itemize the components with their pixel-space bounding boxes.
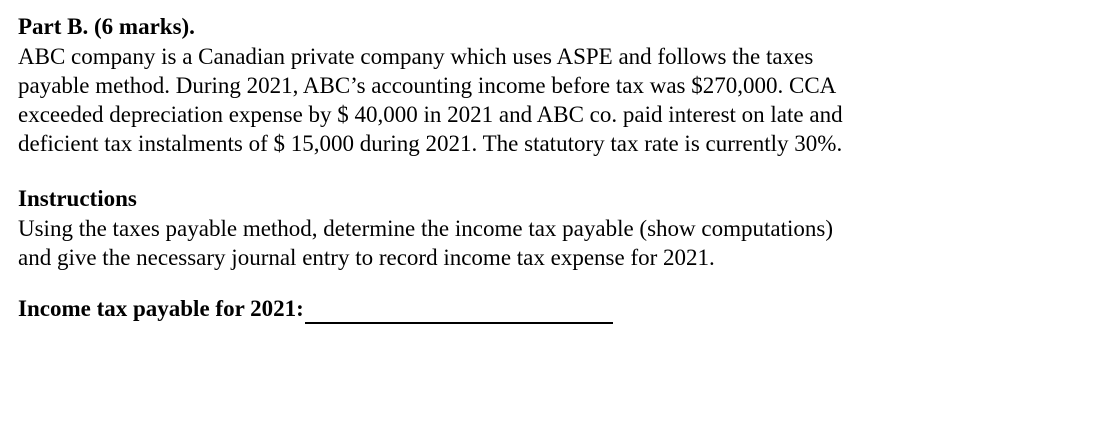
instructions-line: Using the taxes payable method, determine the income tax payable (show computations)	[18, 216, 833, 241]
instructions-line: and give the necessary journal entry to record income tax expense for 2021.	[18, 245, 715, 270]
question-document	[18, 12, 1088, 324]
problem-paragraph	[18, 42, 1088, 158]
answer-label: Income tax payable for 2021:	[18, 296, 304, 321]
instructions-paragraph	[18, 214, 1088, 272]
answer-row	[18, 294, 1088, 324]
problem-line: ABC company is a Canadian private company which uses ASPE and follows the taxes	[18, 44, 814, 69]
problem-line: payable method. During 2021, ABC’s accounting income before tax was $270,000. CCA	[18, 73, 837, 98]
instructions-heading: Instructions	[18, 186, 137, 211]
problem-line: exceeded depreciation expense by $ 40,000 in 2021 and ABC co. paid interest on late and	[18, 102, 843, 127]
problem-line: deficient tax instalments of $ 15,000 during 2021. The statutory tax rate is currently 30%.	[18, 131, 843, 156]
answer-blank-line[interactable]	[305, 300, 613, 324]
part-heading: Part B. (6 marks).	[18, 14, 195, 39]
section-spacer	[18, 158, 1088, 184]
